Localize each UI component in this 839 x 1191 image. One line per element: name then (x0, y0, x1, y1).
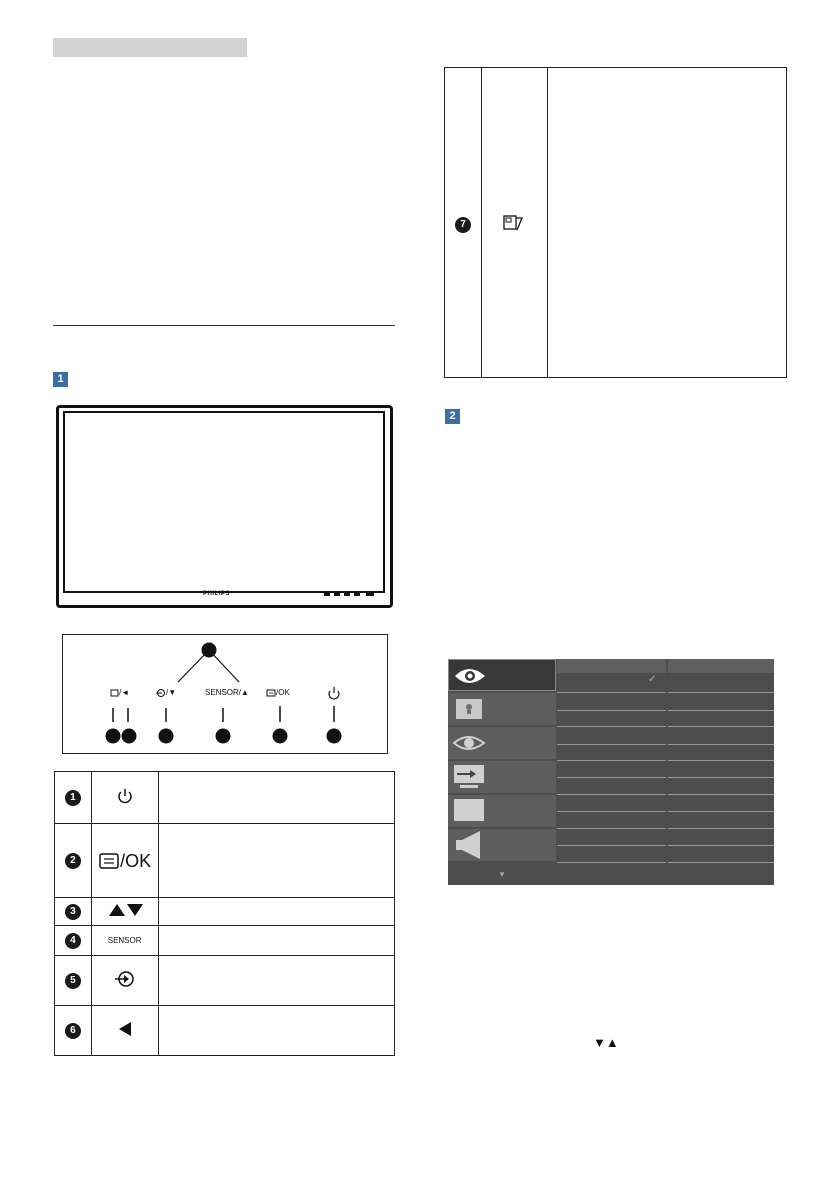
key-function-table (54, 771, 395, 1056)
smartimage-row (444, 67, 787, 378)
row-number: 3 (65, 904, 81, 920)
section-divider (53, 325, 395, 326)
row-description (158, 926, 395, 956)
table-row (55, 926, 395, 956)
row-number: 7 (455, 217, 471, 233)
table-row (55, 956, 395, 1006)
bezel-power-button (366, 593, 374, 596)
bezel-button (334, 593, 340, 596)
inline-arrow-glyphs: ▼▲ (593, 1035, 619, 1050)
table-row (55, 772, 395, 824)
row-number: 2 (65, 853, 81, 869)
brightness-icon (448, 693, 556, 725)
sensor-icon: SENSOR (91, 926, 158, 956)
row-description (158, 1006, 395, 1056)
brand-logo: PHILIPS (203, 591, 230, 597)
ok-label: /OK (120, 850, 152, 871)
power-icon (329, 687, 339, 699)
section-badge-1: 1 (53, 372, 68, 387)
label-menu-ok: /OK (276, 688, 290, 697)
power-icon (116, 787, 134, 805)
input-icon (448, 761, 556, 793)
color-icon (448, 727, 556, 759)
back-icon (117, 1021, 133, 1037)
monitor-bezel (60, 589, 384, 600)
input-icon (156, 690, 165, 697)
osd-item-picture (448, 795, 556, 829)
osd-scroll-indicator: ▾ (448, 863, 556, 885)
row-description (158, 824, 395, 898)
row-description (158, 772, 395, 824)
row-number: 5 (65, 973, 81, 989)
menu-icon (98, 852, 120, 870)
audio-icon (448, 829, 556, 861)
row-number: 1 (65, 790, 81, 806)
osd-checkmark: ✓ (648, 674, 657, 685)
section-badge-2: 2 (445, 409, 460, 424)
osd-menu (448, 659, 774, 885)
menu-icon (267, 690, 275, 696)
bezel-button (324, 593, 330, 596)
bezel-button (344, 593, 350, 596)
row-number: 6 (65, 1023, 81, 1039)
table-row (55, 898, 395, 926)
label-sensor-up: SENSOR/▲ (205, 688, 249, 697)
bezel-button (354, 593, 360, 596)
header-bar (53, 38, 247, 57)
osd-item-color (448, 727, 556, 761)
label-smartimage-back: /◄ (119, 688, 130, 697)
picture-icon (448, 795, 556, 827)
osd-item-brightness (448, 693, 556, 727)
osd-submenu (557, 659, 774, 885)
row-description (158, 898, 395, 926)
osd-item-audio (448, 829, 556, 863)
smartimage-icon (502, 214, 524, 232)
label-input-down: /▼ (166, 688, 177, 697)
table-row (55, 1006, 395, 1056)
monitor-screen (63, 411, 385, 593)
row-description (158, 956, 395, 1006)
smartimage-icon (111, 690, 118, 696)
input-icon (113, 969, 137, 989)
table-row (55, 824, 395, 898)
osd-main-menu (448, 659, 556, 885)
row-number: 4 (65, 933, 81, 949)
up-down-icon (105, 902, 145, 918)
osd-item-eye (448, 659, 556, 691)
control-panel-closeup (62, 634, 388, 754)
eye-icon (449, 660, 557, 692)
osd-item-input (448, 761, 556, 795)
